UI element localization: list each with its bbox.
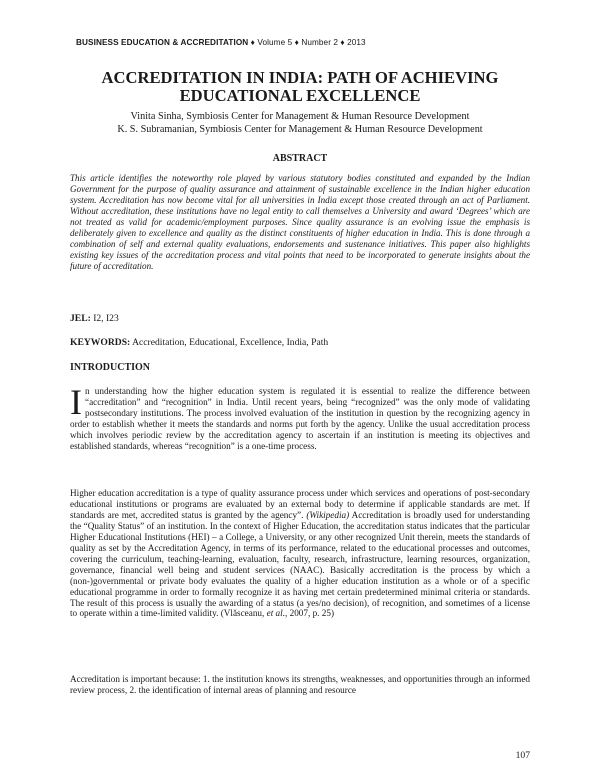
introduction-heading: INTRODUCTION (70, 362, 151, 373)
title-line-1: ACCREDITATION IN INDIA: PATH OF ACHIEVING (101, 68, 499, 87)
intro-paragraph-2-text-c: , 2007, p. 25) (285, 608, 334, 619)
issue-number-label: Number 2 (301, 38, 339, 47)
jel-codes (70, 313, 119, 324)
year-label: 2013 (347, 38, 366, 47)
abstract-heading: ABSTRACT (272, 153, 328, 164)
abstract-body: This article identifies the noteworthy role played by various statutory bodies constituted and expanded by the Indian Government for the purpose of quality assurance and attainment of sustainable excellence in the Indian higher education system. Accreditation has now become vital for all universities in India except those created through an act of Parliament. Without accreditation, these institutions have no legal entity to call themselves a University and award ‘Degrees’ which are not treated as valid for academic/employment purposes. Since quality assurance is an evolving issue the emphasis is deliberately given to excellence and quality as the distinct constituents of higher education in India. This is done through a combination of self and external quality evaluations, endorsements and sustenance initiatives. This paper also highlights existing key issues of the accreditation process and vital points that need to be incorporated to generate insights about the future of accreditation. (70, 173, 530, 271)
header-separator: ♦ (338, 38, 348, 47)
intro-paragraph-1-text: n understanding how the higher education system is regulated it is essential to realize the difference between “accreditation” and “recognition” in India. Until recent years, being “recognized” was the only mode of validating postsecondary institutions. The process involved evaluation of the institution in question by the recognizing agency in order to establish whether it meets the standards and norms put forth by the agency. Unlike the usual accreditation process which involves periodic review by the accreditation agency to ascertain if an institution is meeting its objectives and established standards, whereas “recognition” is a one-time process. (70, 386, 530, 451)
citation-et-al: et al. (266, 608, 285, 619)
intro-paragraph-2-text-b: Accreditation is broadly used for understanding the “Quality Status” of an institution. In the context of Higher Education, the accreditation status indicates that the particular Higher Educational Institutions (HEI) – a College, a University, or any other recognized Unit therein, meets the standards of quality as set by the Accreditation Agency, in terms of its performance, related to the educational processes and outcomes, covering the curriculum, teaching-learning, evaluation, faculty, research, infrastructure, learning resources, organization, governance, financial well being and student services (NAAC). Basically accreditation is the process by which a (non-)governmental or private body evaluates the quality of a higher education institution as a whole or of a specific educational programme in order to formally recognize it as having met certain predetermined minimal criteria or standards. The result of this process is usually the awarding of a status (a yes/no decision), of recognition, and sometimes of a license to operate within a time-limited validity. (Vlăsceanu, (70, 509, 530, 619)
intro-paragraph-2-text-a: Higher education accreditation is a type of quality assurance process under which services and operations of post-secondary educational institutions or programs are evaluated by an external body to determine if applicable standards are met. If standards are met, accredited status is granted by the agency”. (70, 488, 530, 520)
jel-value: I2, I23 (90, 313, 119, 324)
keywords-value: Accreditation, Educational, Excellence, India, Path (130, 337, 329, 348)
citation-wikipedia: (Wikipedia) (306, 509, 350, 520)
header-separator: ♦ (248, 38, 258, 47)
volume-label: Volume 5 (257, 38, 293, 47)
title-line-2: EDUCATIONAL EXCELLENCE (179, 86, 421, 105)
jel-label: JEL: (70, 313, 91, 324)
drop-cap: I (70, 382, 82, 422)
header-separator: ♦ (292, 38, 302, 47)
intro-paragraph-2 (70, 488, 530, 619)
running-header (76, 38, 536, 47)
paper-title (70, 69, 530, 105)
keywords-label: KEYWORDS: (70, 337, 131, 348)
journal-name: BUSINESS EDUCATION & ACCREDITATION (76, 38, 249, 47)
intro-paragraph-1 (70, 382, 530, 452)
author-line-1: Vinita Sinha, Symbiosis Center for Management & Human Resource Development (130, 111, 470, 122)
page-number: 107 (515, 750, 530, 761)
author-line-2: K. S. Subramanian, Symbiosis Center for Management & Human Resource Development (117, 124, 483, 135)
intro-paragraph-3: Accreditation is important because: 1. the institution knows its strengths, weaknesses, and opportunities through an informed review process, 2. the identification of internal areas of planning and resource (70, 674, 530, 695)
keywords (70, 337, 328, 348)
